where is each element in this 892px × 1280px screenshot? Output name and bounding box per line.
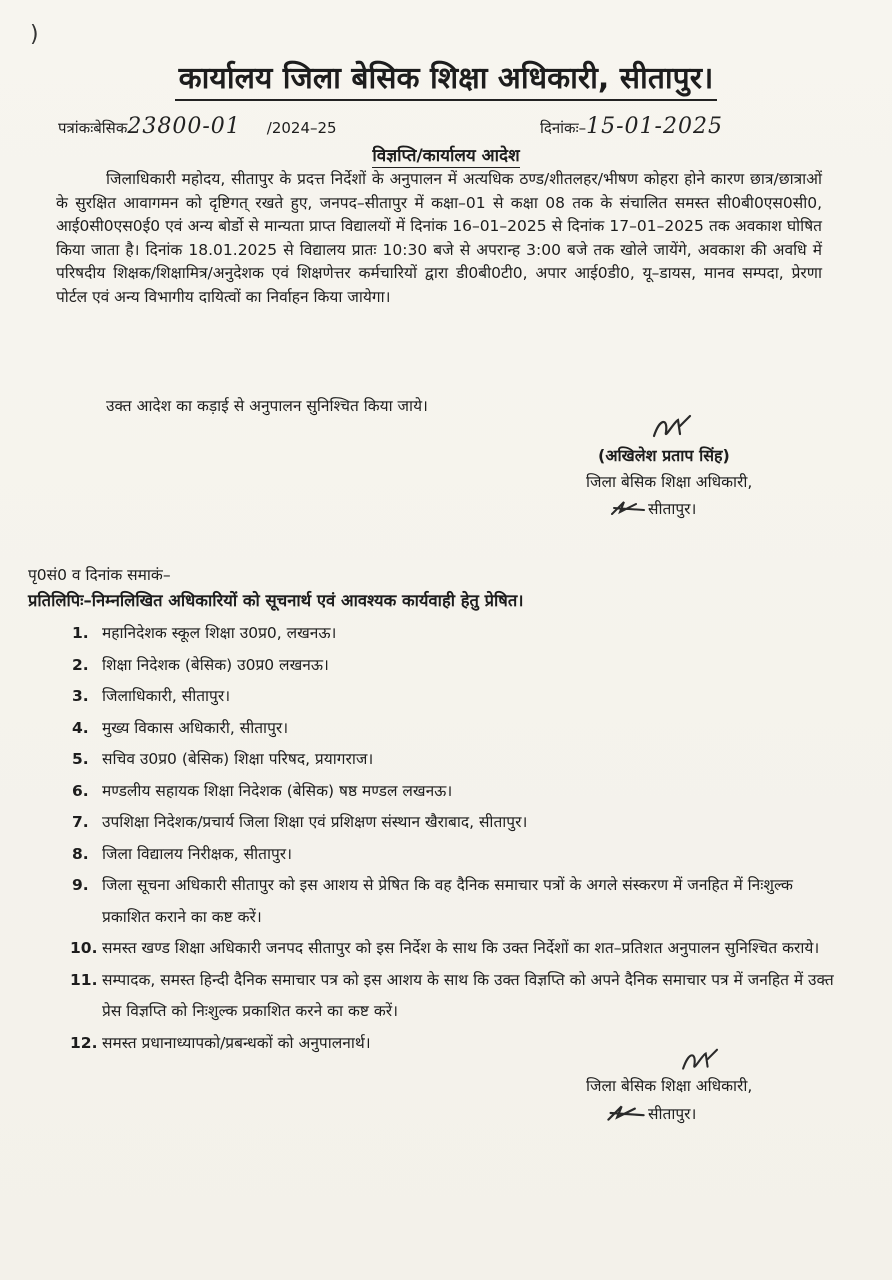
list-item: 4. मुख्य विकास अधिकारी, सीतापुर। [72, 718, 289, 737]
copy-forward-line: प्रतिलिपिः–निम्नलिखित अधिकारियों को सूचनार्थ एवं आवश्यक कार्यवाही हेतु प्रेषित। [28, 591, 524, 610]
initial-scribble-icon [610, 498, 646, 518]
order-closing: उक्त आदेश का कड़ाई से अनुपालन सुनिश्चित किया जाये। [106, 397, 428, 415]
date-label: दिनांकः– [540, 119, 587, 137]
order-body-text: जिलाधिकारी महोदय, सीतापुर के प्रदत्त निर्देशों के अनुपालन में अत्यधिक ठण्ड/शीतलहर/भीषण कोहरा होने कारण छात्र/छात्राओं के सुरक्षित आवागमन को दृष्टिगत् रखते हुए, जनपद–सीतापुर में कक्षा–01 से कक्षा 08 तक के संचालित समस्त सी0बी0एस0सी0, आई0सी0एस0ई0 एवं अन्य बोर्डो से मान्यता प्राप्त विद्यालयों में दिनांक 16–01–2025 से दिनांक 17–01–2025 तक अवकाश घोषित किया जाता है। दिनांक 18.01.2025 से विद्यालय प्रातः 10:30 बजे से अपरान्ह 3:00 बजे तक खोले जायेंगे, अवकाश की अवधि में परिषदीय शिक्षक/शिक्षामित्र/अनुदेशक एवं शिक्षणेत्तर कर्मचारियों द्वारा डी0बी0टी0, अपार आई0डी0, यू–डायस, मानव सम्पदा, प्रेरणा पोर्टल एवं अन्य विभागीय दायित्वों का निर्वाहन किया जायेगा। [56, 170, 822, 306]
signatory2-designation: जिला बेसिक शिक्षा अधिकारी, [586, 1077, 753, 1095]
letter-date [540, 114, 723, 139]
signatory-place: सीतापुर। [648, 500, 697, 518]
letter-number-prefix: पत्रांकःबेसिक [58, 119, 128, 137]
signatory2-place: सीतापुर। [648, 1105, 697, 1123]
office-heading-text: कार्यालय जिला बेसिक शिक्षा अधिकारी, सीतापुर। [175, 56, 718, 101]
list-item: 8. जिला विद्यालय निरीक्षक, सीतापुर। [72, 844, 293, 863]
copy-heading [28, 562, 868, 614]
list-item: 12. समस्त प्रधानाध्यापको/प्रबन्धकों को अनुपालनार्थ। [70, 1033, 371, 1052]
list-item: 2. शिक्षा निदेशक (बेसिक) उ0प्र0 लखनऊ। [72, 655, 329, 674]
letter-number-handwritten: 23800-01 [127, 114, 241, 139]
signatory-designation: जिला बेसिक शिक्षा अधिकारी, [586, 473, 753, 491]
signatory-name: (अखिलेश प्रताप सिंह) [598, 446, 730, 465]
list-item: 6. मण्डलीय सहायक शिक्षा निदेशक (बेसिक) षष्ठ मण्डल लखनऊ। [72, 781, 453, 800]
signature-scribble-icon [650, 412, 696, 446]
corner-mark: ) [30, 22, 39, 47]
list-item: 5. सचिव उ0प्र0 (बेसिक) शिक्षा परिषद, प्रयागराज। [72, 750, 374, 768]
signature-block [586, 442, 846, 523]
signature-block-2 [586, 1072, 846, 1128]
notice-title-text: विज्ञप्ति/कार्यालय आदेश [372, 146, 520, 166]
signatory-place-row [586, 496, 846, 523]
office-heading [0, 56, 892, 101]
letter-number [58, 114, 337, 139]
date-handwritten: 15-01-2025 [586, 114, 723, 139]
list-item: 1. महानिदेशक स्कूल शिक्षा उ0प्र0, लखनऊ। [72, 624, 337, 642]
list-item: 3. जिलाधिकारी, सीतापुर। [72, 687, 231, 705]
list-item: 10. समस्त खण्ड शिक्षा अधिकारी जनपद सीतापुर को इस निर्देश के साथ कि उक्त निर्देशों का शत–प्रतिशत अनुपालन सुनिश्चित कराये। [70, 939, 820, 957]
list-item: 7. उपशिक्षा निदेशक/प्रचार्य जिला शिक्षा एवं प्रशिक्षण संस्थान खैराबाद, सीतापुर। [72, 813, 528, 831]
order-body [56, 168, 822, 310]
list-item: 9. जिला सूचना अधिकारी सीतापुर को इस आशय से प्रेषित कि वह दैनिक समाचार पत्रों के अगले संस्करण में जनहित में निःशुल्क प्रकाशित कराने का कष्ट करें। [72, 876, 793, 926]
initial-scribble-icon [606, 1102, 646, 1124]
copy-reference-line: पृ0सं0 व दिनांक समाकं– [28, 566, 171, 584]
list-item: 11. सम्पादक, समस्त हिन्दी दैनिक समाचार पत्र को इस आशय के साथ कि उक्त विज्ञप्ति को अपने दैनिक समाचार पत्र में जनहित में उक्त प्रेस विज्ञप्ति को निःशुल्क प्रकाशित करने का कष्ट करें। [70, 970, 834, 1020]
notice-title [0, 143, 892, 166]
copy-recipient-list [72, 618, 842, 1059]
letter-year: /2024–25 [266, 119, 337, 137]
signatory2-place-row [586, 1100, 846, 1128]
